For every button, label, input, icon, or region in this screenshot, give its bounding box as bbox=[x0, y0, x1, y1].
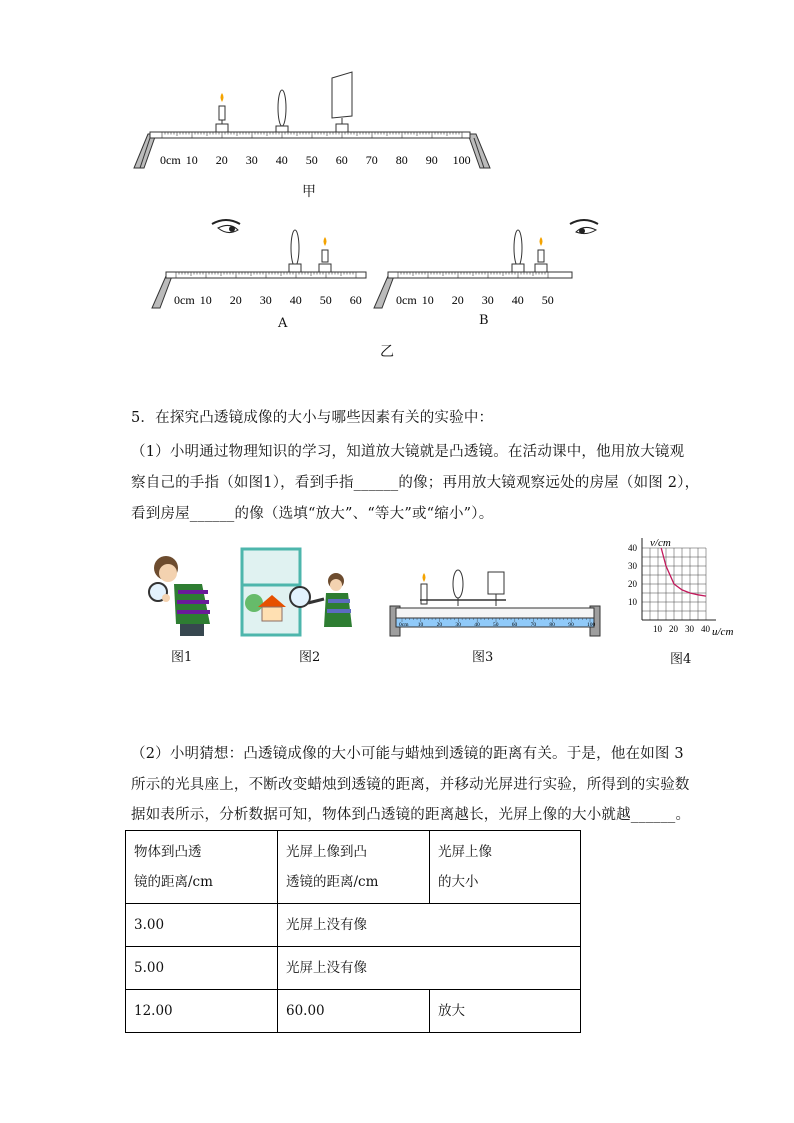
bench-right-leg bbox=[468, 134, 490, 168]
y-tick-label: 30 bbox=[628, 561, 637, 571]
tick-label: 20 bbox=[215, 153, 228, 167]
convex-lens-icon bbox=[512, 230, 524, 272]
bench-label-b: B bbox=[479, 313, 489, 328]
optical-bench-jia bbox=[130, 68, 495, 176]
figure-4-uv-graph bbox=[618, 534, 748, 642]
question-part1-line1: （1）小明通过物理知识的学习，知道放大镜就是凸透镜。在活动课中，他用放大镜观 bbox=[131, 444, 685, 460]
tick-label: 90 bbox=[568, 622, 574, 628]
y-tick-label: 10 bbox=[628, 597, 637, 607]
tick-label: 60 bbox=[349, 293, 362, 307]
y-tick-label: 20 bbox=[628, 579, 637, 589]
header-image-distance: 光屏上像到凸 透镜的距离/cm bbox=[278, 831, 430, 904]
magnifier-icon bbox=[290, 587, 310, 607]
eye-icon bbox=[212, 220, 240, 233]
tick-label: 20 bbox=[436, 622, 443, 628]
x-tick-label: 10 bbox=[653, 624, 662, 634]
candle-icon bbox=[535, 237, 547, 272]
tick-label: 60 bbox=[511, 622, 518, 628]
tick-label: 50 bbox=[305, 153, 318, 167]
cell-no-image: 光屏上没有像 bbox=[278, 904, 581, 947]
tick-label: 20 bbox=[451, 293, 464, 307]
figure-4-caption: 图4 bbox=[670, 652, 692, 667]
convex-lens-icon bbox=[276, 90, 288, 132]
tick-label: 50 bbox=[493, 622, 499, 628]
tick-label: 100 bbox=[587, 622, 596, 628]
question-part1-line3: 看到房屋______的像（选填“放大”、“等大”或“缩小”）。 bbox=[131, 506, 494, 522]
chart-series-line bbox=[661, 548, 706, 596]
light-screen-icon bbox=[332, 72, 352, 132]
tick-label: 50 bbox=[319, 293, 332, 307]
question-part1-line2: 察自己的手指（如图1），看到手指______的像；再用放大镜观察远处的房屋（如图 2）， bbox=[131, 475, 700, 491]
tick-label: 40 bbox=[474, 622, 480, 628]
figure-2-house-window bbox=[236, 545, 364, 640]
convex-lens-icon bbox=[289, 230, 301, 272]
cell-image-distance: 60.00 bbox=[278, 990, 430, 1033]
tick-label: 20 bbox=[229, 293, 242, 307]
tick-label: 10 bbox=[185, 153, 198, 167]
tick-label: 40 bbox=[511, 293, 524, 307]
tick-label: 30 bbox=[259, 293, 272, 307]
tick-label: 10 bbox=[421, 293, 434, 307]
bench-left-leg bbox=[134, 134, 156, 168]
bench-left-leg bbox=[152, 276, 172, 308]
tick-label: 0cm bbox=[399, 622, 409, 628]
cell-object-distance: 12.00 bbox=[126, 990, 278, 1033]
candle-icon bbox=[216, 93, 228, 132]
cell-image-size: 放大 bbox=[430, 990, 581, 1033]
tick-label: 0cm bbox=[396, 293, 417, 307]
x-tick-label: 30 bbox=[685, 624, 694, 634]
optical-bench-a bbox=[148, 210, 378, 310]
table-header-row bbox=[126, 831, 581, 904]
tick-label: 30 bbox=[481, 293, 494, 307]
cell-object-distance: 3.00 bbox=[126, 904, 278, 947]
tick-label: 10 bbox=[199, 293, 212, 307]
figure-1-boy-magnifier bbox=[144, 548, 224, 638]
eye-icon bbox=[570, 220, 598, 234]
bench-tick-labels bbox=[160, 153, 471, 167]
tick-label: 80 bbox=[395, 153, 408, 167]
bench-rail bbox=[388, 272, 572, 278]
question-title: 5．在探究凸透镜成像的大小与哪些因素有关的实验中： bbox=[131, 410, 494, 426]
chart-x-tick-labels bbox=[653, 624, 711, 634]
tick-label: 40 bbox=[289, 293, 302, 307]
tick-label: 80 bbox=[549, 622, 555, 628]
figure-2-caption: 图2 bbox=[299, 650, 321, 665]
y-tick-label: 40 bbox=[628, 543, 637, 553]
chart-grid bbox=[642, 538, 716, 620]
header-image-size: 光屏上像 的大小 bbox=[430, 831, 581, 904]
chart-y-axis-label: v/cm bbox=[650, 537, 671, 549]
tick-label: 40 bbox=[275, 153, 288, 167]
light-screen-icon bbox=[488, 572, 504, 606]
chart-y-tick-labels bbox=[628, 543, 638, 607]
cell-no-image: 光屏上没有像 bbox=[278, 947, 581, 990]
x-tick-label: 40 bbox=[701, 624, 710, 634]
figure-3-optical-bench bbox=[384, 564, 606, 644]
tick-label: 0cm bbox=[174, 293, 195, 307]
tick-label: 70 bbox=[365, 153, 378, 167]
table-row bbox=[126, 947, 581, 990]
question-part2-line1: （2）小明猜想：凸透镜成像的大小可能与蜡烛到透镜的距离有关。于是，他在如图 3 bbox=[131, 746, 684, 762]
experiment-data-table bbox=[125, 830, 581, 1033]
bench-tick-labels bbox=[174, 293, 362, 307]
tick-label: 50 bbox=[541, 293, 554, 307]
tick-label: 30 bbox=[455, 622, 461, 628]
cell-object-distance: 5.00 bbox=[126, 947, 278, 990]
tick-label: 100 bbox=[452, 153, 471, 167]
figure-1-caption: 图1 bbox=[171, 650, 193, 665]
optical-bench-b bbox=[370, 210, 610, 310]
question-part2-line3: 据如表所示，分析数据可知，物体到凸透镜的距离越长，光屏上像的大小就越______。 bbox=[131, 807, 691, 823]
table-row bbox=[126, 904, 581, 947]
figure-caption-jia: 甲 bbox=[302, 184, 316, 200]
bench-left-leg bbox=[374, 276, 394, 308]
x-tick-label: 20 bbox=[669, 624, 678, 634]
tick-label: 30 bbox=[245, 153, 258, 167]
tick-label: 70 bbox=[530, 622, 537, 628]
figure-caption-yi: 乙 bbox=[380, 344, 394, 360]
bench-label-a: A bbox=[278, 316, 288, 331]
tick-label: 0cm bbox=[160, 153, 181, 167]
header-object-distance: 物体到凸透 镜的距离/cm bbox=[126, 831, 278, 904]
figure-3-caption: 图3 bbox=[472, 650, 494, 665]
table-row bbox=[126, 990, 581, 1033]
tick-label: 60 bbox=[335, 153, 348, 167]
tick-label: 90 bbox=[425, 153, 438, 167]
question-part2-line2: 所示的光具座上，不断改变蜡烛到透镜的距离，并移动光屏进行实验，所得到的实验数 bbox=[131, 777, 690, 793]
chart-x-axis-label: u/cm bbox=[712, 626, 734, 638]
tick-label: 10 bbox=[417, 622, 424, 628]
bench-tick-labels bbox=[396, 293, 554, 307]
candle-icon bbox=[319, 237, 331, 272]
